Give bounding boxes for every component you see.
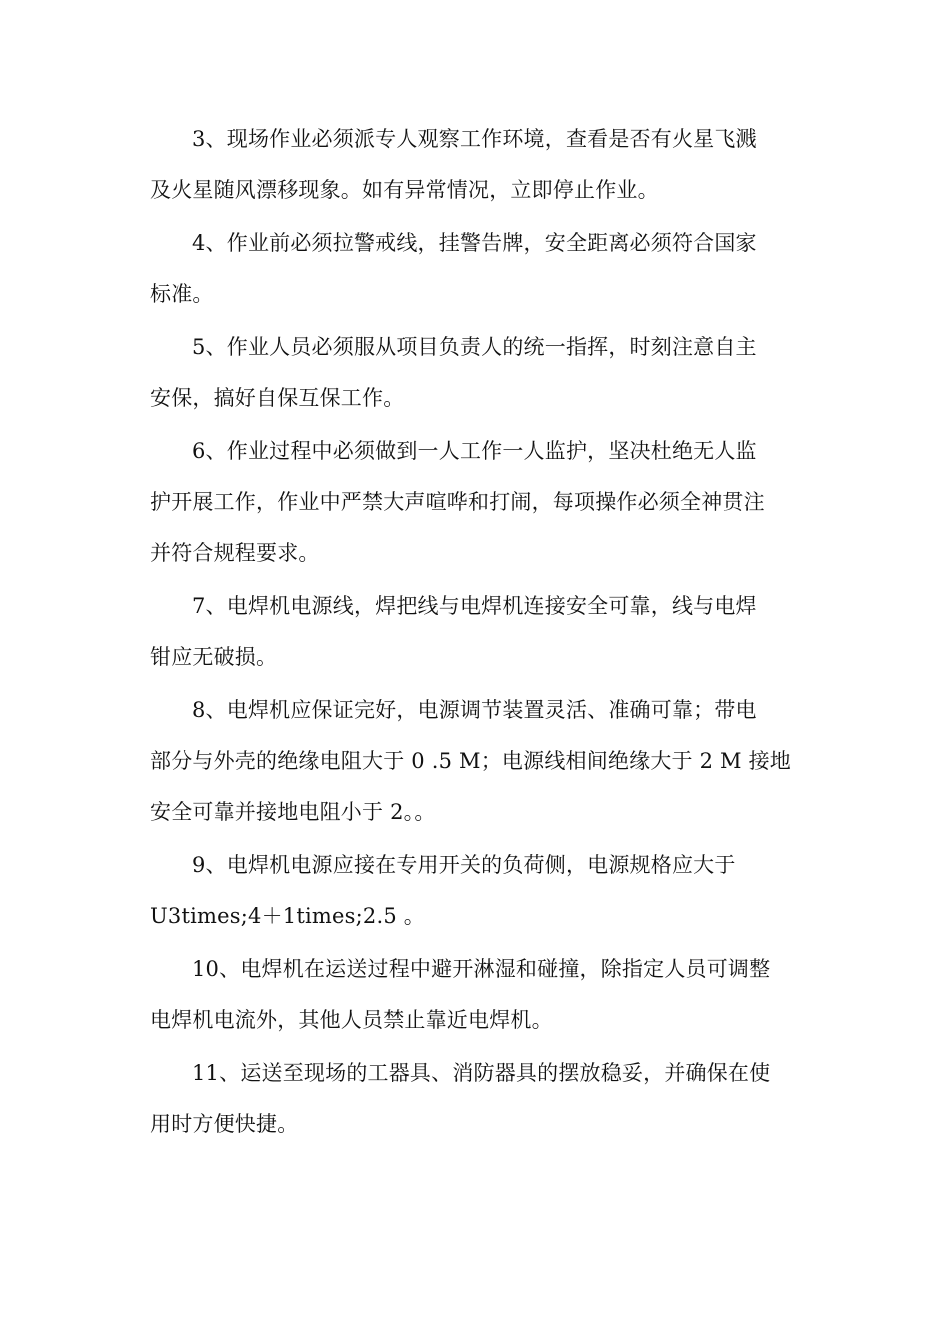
paragraph-item-10 [150,944,805,1046]
paragraph-line: 9、电焊机电源应接在专用开关的负荷侧，电源规格应大于 [192,853,736,877]
paragraph-line: 钳应无破损。 [150,645,278,669]
paragraph-line: 及火星随风漂移现象。如有异常情况，立即停止作业。 [150,178,659,202]
paragraph-line: 安保，搞好自保互保工作。 [150,386,405,410]
paragraph-item-6 [150,426,805,579]
paragraph-line: 10、电焊机在运送过程中避开淋湿和碰撞，除指定人员可调整 [192,957,771,981]
paragraph-line: 部分与外壳的绝缘电阻大于 0 .5 M；电源线相间绝缘大于 2 M 接地 [150,749,792,773]
paragraph-line: 8、电焊机应保证完好，电源调节装置灵活、准确可靠；带电 [192,698,757,722]
paragraph-line: 7、电焊机电源线，焊把线与电焊机连接安全可靠，线与电焊 [192,594,757,618]
paragraph-line: 并符合规程要求。 [150,541,320,565]
paragraph-line: 安全可靠并接地电阻小于 2。。 [150,800,436,824]
paragraph-line: 5、作业人员必须服从项目负责人的统一指挥，时刻注意自主 [192,335,757,359]
paragraph-item-7 [150,581,805,683]
paragraph-line: 标准。 [150,282,214,306]
paragraph-line: 用时方便快捷。 [150,1112,299,1136]
paragraph-item-11 [150,1048,805,1150]
paragraph-item-9 [150,840,805,942]
paragraph-line: 电焊机电流外，其他人员禁止靠近电焊机。 [150,1008,553,1032]
paragraph-item-4 [150,218,805,320]
paragraph-line: 6、作业过程中必须做到一人工作一人监护，坚决杜绝无人监 [192,439,757,463]
paragraph-line: 护开展工作，作业中严禁大声喧哗和打闹，每项操作必须全神贯注 [150,490,765,514]
paragraph-line: 3、现场作业必须派专人观察工作环境，查看是否有火星飞溅 [192,127,757,151]
paragraph-line: U3times;4＋1times;2.5 。 [150,904,425,928]
paragraph-line: 11、运送至现场的工器具、消防器具的摆放稳妥，并确保在使 [192,1061,771,1085]
paragraph-line: 4、作业前必须拉警戒线，挂警告牌，安全距离必须符合国家 [192,231,757,255]
paragraph-item-5 [150,322,805,424]
paragraph-item-8 [150,685,805,838]
document-body [150,114,805,1152]
paragraph-item-3 [150,114,805,216]
